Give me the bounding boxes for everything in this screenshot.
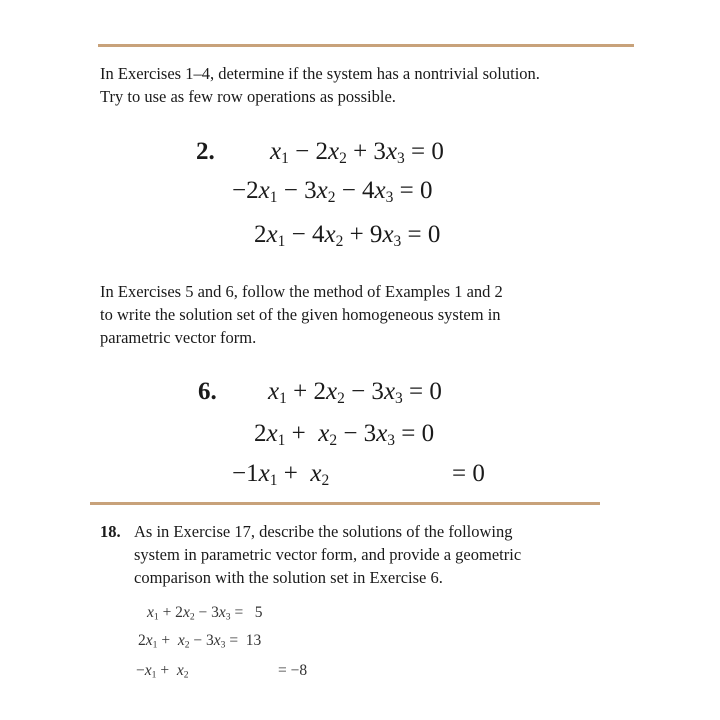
equation-row: $2x_1 - 4x_2 + 9x_3 = 0$ bbox=[254, 221, 441, 250]
exercise-number: 6. bbox=[198, 378, 217, 405]
instructions-line: parametric vector form. bbox=[100, 328, 257, 347]
equation-row: $x_1 + 2x_2 - 3x_3 = 0$ bbox=[268, 378, 442, 407]
equation-row: $-2x_1 - 3x_2 - 4x_3 = 0$ bbox=[232, 177, 433, 206]
exercise-text-line: system in parametric vector form, and provide a geometric bbox=[134, 545, 522, 564]
exercise-text-line: comparison with the solution set in Exercise 6. bbox=[134, 568, 443, 587]
equation-rhs: = −8 bbox=[278, 662, 308, 679]
equation-row: $x_1 - 2x_2 + 3x_3 = 0$ bbox=[270, 138, 444, 167]
equation-row: $-1x_1 + x_2$ bbox=[232, 460, 330, 489]
exercise-text-line: As in Exercise 17, describe the solutions of the following bbox=[134, 522, 513, 541]
equation-row: $2x_1 + x_2 - 3x_3 = 0$ bbox=[254, 420, 435, 449]
exercise-number: 2. bbox=[196, 138, 215, 165]
equation-row: $2x_1 + x_2 - 3x_3 = 13$ bbox=[138, 632, 262, 651]
exercise-18 bbox=[100, 520, 620, 589]
exercise-number: 18. bbox=[100, 522, 121, 541]
equation-rhs: = 0 bbox=[452, 460, 485, 487]
equation-text bbox=[0, 0, 1, 1]
instructions-line: to write the solution set of the given homogeneous system in bbox=[100, 305, 501, 324]
instructions-1-4 bbox=[100, 62, 540, 108]
equation-row: $-x_1 + x_2$ bbox=[136, 662, 189, 681]
instructions-line: Try to use as few row operations as possible. bbox=[100, 87, 396, 106]
instructions-line: In Exercises 1–4, determine if the system has a nontrivial solution. bbox=[100, 64, 540, 83]
equation-row: $x_1 + 2x_2 - 3x_3 = 5$ bbox=[147, 604, 263, 623]
instructions-5-6 bbox=[100, 280, 503, 349]
equation-text-index bbox=[0, 0, 1, 1]
section-divider-bottom bbox=[90, 502, 600, 505]
instructions-line: In Exercises 5 and 6, follow the method of Examples 1 and 2 bbox=[100, 282, 503, 301]
section-divider-top bbox=[98, 44, 634, 47]
